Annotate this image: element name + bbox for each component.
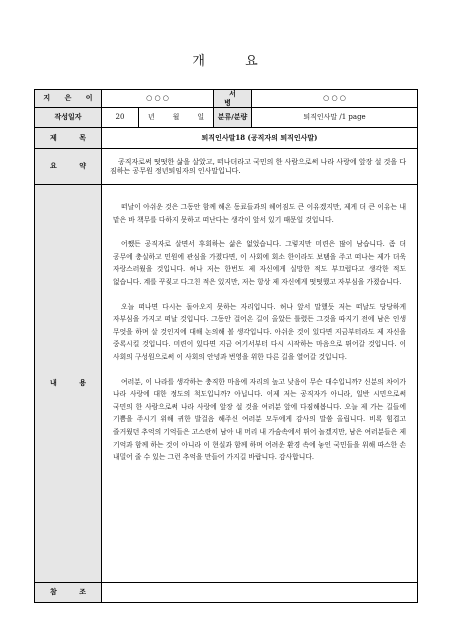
reviewer-value[interactable]: ○ ○ ○ (252, 90, 418, 108)
author-value[interactable]: ○ ○ ○ (102, 90, 214, 108)
summary-label: 요 약 (35, 149, 102, 185)
reference-row (35, 583, 418, 603)
date-year[interactable]: 20 (102, 108, 139, 128)
content-paragraph-4: 여러분, 이 나라를 생각하는 충직한 마음에 자리의 높고 낮음이 무슨 대수입니까? 신분의 차이가 나라 사랑에 대한 정도의 척도입니까? 아닙니다. 이제 저는 공직자가 아니라, 일반 시민으로써 국민의 한 사람으로써 나라 사랑에 앞장 설 것을 여러분 앞에 다짐해봅니다. 오늘 제 가는 길들에 기쁨을 주시기 위해 귀한 발걸음 해주신 여러분 모두에게 감사의 말씀 올립니다. 비록 힘겹고 즐거웠던 추억의 기억들은 고스란히 남아 내 머리 내 가슴속에서 뛰어 놀겠지만, 남은 여러분들은 제 기억과 함께 하는 것이 아니라 이 현실과 함께 하며 어려운 환경 속에 놓인 국민들을 위해 따스한 손 내밀어 줄 수 있는 그런 추억을 만들어 가지길 바랍니다. 감사합니다. (113, 377, 407, 462)
subject-value[interactable]: 퇴직인사말18 (공직자의 퇴직인사말) (102, 128, 418, 149)
document-form-table (34, 89, 418, 603)
content-paragraph-1: 떠날이 아쉬운 것은 그동안 함께 해온 동료들과의 헤어짐도 큰 이유겠지만, 제게 더 큰 이유는 내 맡은 바 책무를 다하지 못하고 떠난다는 생각이 앞서 있기 때문일 것입니다. (113, 203, 407, 224)
content-body[interactable] (102, 185, 418, 583)
content-paragraph-2: 어쨌든 공직자로 살면서 후회하는 삶은 없었습니다. 그렇지만 미련은 많이 남습니다. 좀 더 공무에 충실하고 민원에 관심을 가졌다면, 이 사회에 회소 한이라도 보탬을 주고 떠나는 제가 더욱 자랑스러웠을 것입니다. 허나 저는 한번도 제 자신에게 실망한 적도 부끄럽다고 생각한 적도 없습니다. 계를 꾸짖고 다그친 적은 있지만, 저는 항상 제 자신에게 떳떳했고 자부심을 가졌습니다. (113, 240, 407, 286)
summary-value[interactable] (102, 149, 418, 185)
date-row (35, 108, 418, 128)
reference-value[interactable] (102, 583, 418, 603)
content-paragraph-3: 오늘 떠나면 다시는 돌아오지 못하는 자리입니다. 허나 앞서 말했듯 저는 떠날도 당당하게 자부심을 가지고 떠날 것입니다. 그동안 걸어온 길이 올았든 틀렸든 그것을 따지기 전에 남은 인생 무엇을 하며 살 것인지에 대해 논의해 볼 생각입니다. 아쉬운 것이 있다면 지금부터라도 제 자신을 중록시킬 것입니다. 미련이 있다면 지금 여기서부터 다시 시작하는 마음으로 뛰어갈 것입니다. 이 사회의 구성원으로써 이 사회의 안녕과 번영을 위한 다른 길을 열어갈 것입니다. (113, 302, 407, 361)
content-row (35, 185, 418, 583)
content-label: 내 용 (35, 185, 102, 583)
author-row (35, 90, 418, 108)
summary-text: 공직자로써 떳떳한 삶을 살았고, 떠나더라고 국민의 한 사람으로써 나라 사랑에 앞장 설 것을 다짐하는 공무원 정년퇴임자의 인사말입니다. (110, 158, 407, 175)
page-title: 개 요 (192, 54, 276, 69)
subject-label: 제 목 (35, 128, 102, 149)
date-year-unit: 년 (139, 108, 164, 128)
category-label: 분류/분량 (214, 108, 252, 128)
reference-label: 참 조 (35, 583, 102, 603)
author-label: 지 은 이 (35, 90, 102, 108)
date-month-unit[interactable]: 월 (164, 108, 189, 128)
summary-row (35, 149, 418, 185)
reviewer-label: 서 병 (214, 90, 252, 108)
subject-row (35, 128, 418, 149)
category-value[interactable]: 퇴직인사말 /1 page (252, 108, 418, 128)
date-label: 작성일자 (35, 108, 102, 128)
date-day-unit[interactable]: 일 (189, 108, 214, 128)
